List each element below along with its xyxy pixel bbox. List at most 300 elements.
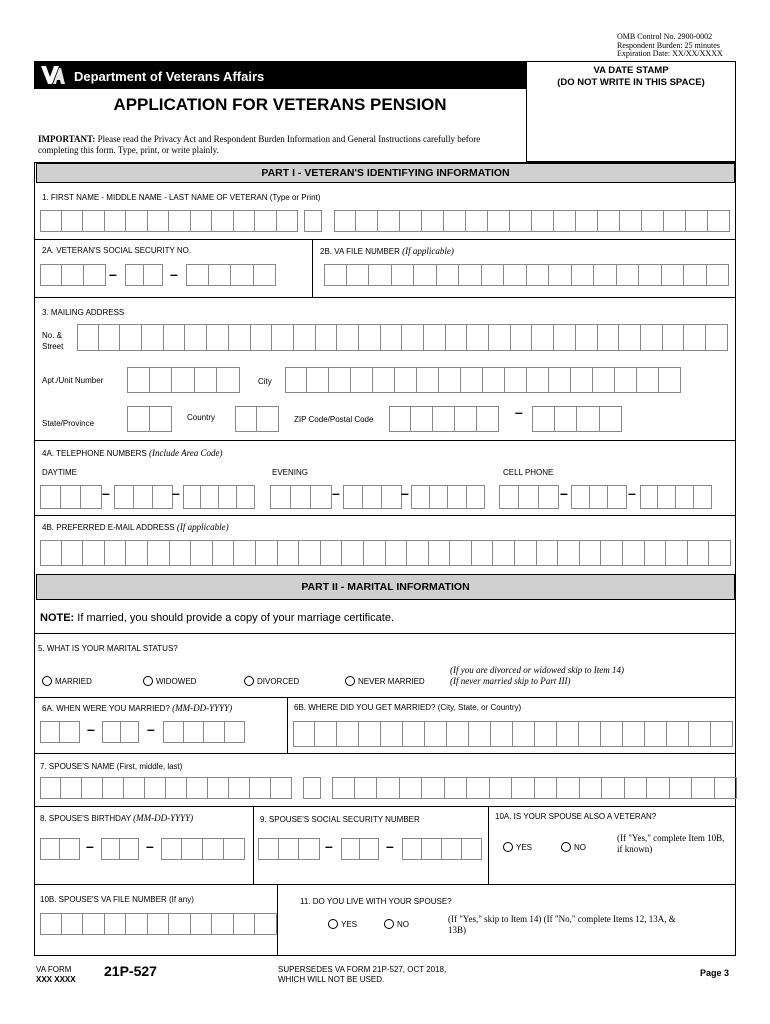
char-box[interactable] bbox=[321, 540, 343, 566]
char-box[interactable] bbox=[84, 264, 106, 286]
char-box[interactable] bbox=[381, 721, 403, 747]
char-box[interactable] bbox=[590, 485, 609, 509]
char-box[interactable] bbox=[455, 406, 477, 432]
char-box[interactable] bbox=[150, 367, 173, 393]
char-box[interactable] bbox=[250, 777, 271, 799]
char-box[interactable] bbox=[598, 324, 620, 351]
char-box[interactable] bbox=[234, 913, 256, 935]
char-box[interactable] bbox=[642, 210, 664, 232]
char-box[interactable] bbox=[203, 838, 224, 860]
first-name-field[interactable] bbox=[40, 210, 298, 232]
char-box[interactable] bbox=[169, 210, 191, 232]
char-box[interactable] bbox=[450, 540, 472, 566]
char-box[interactable] bbox=[658, 485, 676, 509]
char-box[interactable] bbox=[467, 777, 490, 799]
char-box[interactable] bbox=[467, 485, 486, 509]
char-box[interactable] bbox=[429, 540, 451, 566]
char-box[interactable] bbox=[617, 264, 640, 286]
char-box[interactable] bbox=[103, 777, 124, 799]
char-box[interactable] bbox=[341, 838, 360, 860]
radio-icon[interactable] bbox=[384, 919, 394, 929]
char-box[interactable] bbox=[359, 324, 381, 351]
char-box[interactable] bbox=[373, 367, 395, 393]
char-box[interactable] bbox=[392, 264, 415, 286]
char-box[interactable] bbox=[576, 210, 598, 232]
char-box[interactable] bbox=[191, 210, 213, 232]
char-box[interactable] bbox=[359, 721, 381, 747]
char-box[interactable] bbox=[148, 913, 170, 935]
char-box[interactable] bbox=[640, 485, 658, 509]
char-box[interactable] bbox=[601, 540, 623, 566]
char-box[interactable] bbox=[208, 777, 229, 799]
char-box[interactable] bbox=[549, 367, 571, 393]
char-box[interactable] bbox=[277, 210, 299, 232]
char-box[interactable] bbox=[615, 367, 637, 393]
middle-initial-field[interactable] bbox=[304, 210, 322, 232]
char-box[interactable] bbox=[60, 721, 80, 743]
char-box[interactable] bbox=[217, 367, 240, 393]
char-box[interactable] bbox=[505, 367, 527, 393]
char-box[interactable] bbox=[291, 485, 312, 509]
char-box[interactable] bbox=[62, 264, 84, 286]
char-box[interactable] bbox=[709, 540, 731, 566]
char-box[interactable] bbox=[40, 540, 62, 566]
char-box[interactable] bbox=[532, 210, 554, 232]
char-box[interactable] bbox=[293, 721, 315, 747]
spouse-birth-day-field[interactable] bbox=[101, 838, 139, 860]
char-box[interactable] bbox=[579, 721, 601, 747]
char-box[interactable] bbox=[237, 485, 255, 509]
char-box[interactable] bbox=[411, 485, 430, 509]
char-box[interactable] bbox=[619, 324, 641, 351]
char-box[interactable] bbox=[424, 324, 446, 351]
char-box[interactable] bbox=[600, 406, 623, 432]
char-box[interactable] bbox=[150, 406, 173, 432]
char-box[interactable] bbox=[105, 913, 127, 935]
char-box[interactable] bbox=[684, 264, 707, 286]
char-box[interactable] bbox=[493, 540, 515, 566]
live-with-spouse-yes-option[interactable] bbox=[328, 919, 357, 929]
char-box[interactable] bbox=[511, 324, 533, 351]
char-box[interactable] bbox=[527, 367, 549, 393]
char-box[interactable] bbox=[580, 777, 603, 799]
char-box[interactable] bbox=[40, 485, 61, 509]
marriage-month-field[interactable] bbox=[40, 721, 80, 743]
char-box[interactable] bbox=[462, 838, 482, 860]
char-box[interactable] bbox=[234, 540, 256, 566]
char-box[interactable] bbox=[430, 485, 449, 509]
char-box[interactable] bbox=[125, 264, 144, 286]
spouse-veteran-no-option[interactable] bbox=[561, 842, 586, 852]
char-box[interactable] bbox=[134, 485, 154, 509]
char-box[interactable] bbox=[402, 838, 422, 860]
char-box[interactable] bbox=[659, 367, 681, 393]
char-box[interactable] bbox=[490, 777, 513, 799]
char-box[interactable] bbox=[337, 721, 359, 747]
char-box[interactable] bbox=[257, 406, 279, 432]
char-box[interactable] bbox=[512, 777, 535, 799]
char-box[interactable] bbox=[689, 721, 711, 747]
char-box[interactable] bbox=[81, 485, 102, 509]
char-box[interactable] bbox=[369, 264, 392, 286]
char-box[interactable] bbox=[488, 210, 510, 232]
char-box[interactable] bbox=[483, 367, 505, 393]
char-box[interactable] bbox=[647, 777, 670, 799]
char-box[interactable] bbox=[83, 210, 105, 232]
char-box[interactable] bbox=[549, 264, 572, 286]
char-box[interactable] bbox=[40, 777, 61, 799]
char-box[interactable] bbox=[172, 367, 195, 393]
char-box[interactable] bbox=[212, 913, 234, 935]
char-box[interactable] bbox=[347, 264, 370, 286]
char-box[interactable] bbox=[82, 777, 103, 799]
char-box[interactable] bbox=[382, 485, 402, 509]
char-box[interactable] bbox=[213, 540, 235, 566]
char-box[interactable] bbox=[444, 210, 466, 232]
char-box[interactable] bbox=[163, 721, 184, 743]
char-box[interactable] bbox=[40, 838, 60, 860]
char-box[interactable] bbox=[256, 540, 278, 566]
char-box[interactable] bbox=[491, 721, 513, 747]
char-box[interactable] bbox=[535, 777, 558, 799]
char-box[interactable] bbox=[234, 210, 256, 232]
char-box[interactable] bbox=[61, 485, 82, 509]
char-box[interactable] bbox=[311, 485, 332, 509]
char-box[interactable] bbox=[126, 540, 148, 566]
radio-icon[interactable] bbox=[503, 842, 513, 852]
char-box[interactable] bbox=[209, 264, 232, 286]
last-name-field[interactable] bbox=[334, 210, 730, 232]
char-box[interactable] bbox=[229, 324, 251, 351]
char-box[interactable] bbox=[445, 777, 468, 799]
radio-icon[interactable] bbox=[244, 676, 254, 686]
char-box[interactable] bbox=[105, 210, 127, 232]
char-box[interactable] bbox=[170, 540, 192, 566]
spouse-last-name-field[interactable] bbox=[332, 777, 737, 799]
char-box[interactable] bbox=[148, 540, 170, 566]
spouse-va-file-number-field[interactable] bbox=[40, 913, 277, 935]
char-box[interactable] bbox=[329, 367, 351, 393]
char-box[interactable] bbox=[715, 777, 738, 799]
marriage-day-field[interactable] bbox=[102, 721, 139, 743]
char-box[interactable] bbox=[557, 777, 580, 799]
char-box[interactable] bbox=[332, 777, 355, 799]
char-box[interactable] bbox=[351, 367, 373, 393]
char-box[interactable] bbox=[126, 913, 148, 935]
char-box[interactable] bbox=[402, 324, 424, 351]
char-box[interactable] bbox=[145, 777, 166, 799]
char-box[interactable] bbox=[539, 485, 559, 509]
char-box[interactable] bbox=[377, 777, 400, 799]
char-box[interactable] bbox=[711, 721, 733, 747]
char-box[interactable] bbox=[191, 913, 213, 935]
char-box[interactable] bbox=[407, 540, 429, 566]
char-box[interactable] bbox=[448, 485, 467, 509]
char-box[interactable] bbox=[142, 324, 164, 351]
spouse-ssn-part3-field[interactable] bbox=[402, 838, 482, 860]
char-box[interactable] bbox=[623, 540, 645, 566]
char-box[interactable] bbox=[403, 721, 425, 747]
char-box[interactable] bbox=[185, 324, 207, 351]
char-box[interactable] bbox=[417, 367, 439, 393]
char-box[interactable] bbox=[389, 406, 411, 432]
char-box[interactable] bbox=[472, 540, 494, 566]
char-box[interactable] bbox=[169, 913, 191, 935]
char-box[interactable] bbox=[395, 367, 417, 393]
evening-line-field[interactable] bbox=[411, 485, 485, 509]
spouse-birth-month-field[interactable] bbox=[40, 838, 80, 860]
char-box[interactable] bbox=[477, 406, 499, 432]
char-box[interactable] bbox=[231, 264, 254, 286]
char-box[interactable] bbox=[645, 721, 667, 747]
char-box[interactable] bbox=[571, 485, 590, 509]
char-box[interactable] bbox=[510, 210, 532, 232]
char-box[interactable] bbox=[422, 210, 444, 232]
char-box[interactable] bbox=[258, 838, 279, 860]
char-box[interactable] bbox=[554, 324, 576, 351]
char-box[interactable] bbox=[663, 324, 685, 351]
char-box[interactable] bbox=[191, 540, 213, 566]
char-box[interactable] bbox=[324, 264, 347, 286]
char-box[interactable] bbox=[386, 540, 408, 566]
char-box[interactable] bbox=[467, 324, 489, 351]
char-box[interactable] bbox=[623, 721, 645, 747]
char-box[interactable] bbox=[442, 838, 462, 860]
char-box[interactable] bbox=[706, 324, 728, 351]
va-file-number-field[interactable] bbox=[324, 264, 729, 286]
char-box[interactable] bbox=[299, 838, 320, 860]
char-box[interactable] bbox=[307, 367, 329, 393]
char-box[interactable] bbox=[101, 838, 120, 860]
char-box[interactable] bbox=[469, 721, 491, 747]
char-box[interactable] bbox=[662, 264, 685, 286]
char-box[interactable] bbox=[153, 485, 173, 509]
char-box[interactable] bbox=[186, 264, 209, 286]
char-box[interactable] bbox=[594, 264, 617, 286]
char-box[interactable] bbox=[299, 540, 321, 566]
char-box[interactable] bbox=[439, 367, 461, 393]
char-box[interactable] bbox=[513, 721, 535, 747]
char-box[interactable] bbox=[422, 838, 442, 860]
char-box[interactable] bbox=[285, 367, 307, 393]
zip-extension-field[interactable] bbox=[532, 406, 622, 432]
char-box[interactable] bbox=[532, 324, 554, 351]
char-box[interactable] bbox=[504, 264, 527, 286]
zip-code-field[interactable] bbox=[389, 406, 499, 432]
char-box[interactable] bbox=[355, 777, 378, 799]
char-box[interactable] bbox=[688, 540, 710, 566]
country-field[interactable] bbox=[235, 406, 279, 432]
char-box[interactable] bbox=[342, 540, 364, 566]
char-box[interactable] bbox=[519, 485, 539, 509]
char-box[interactable] bbox=[316, 324, 338, 351]
radio-icon[interactable] bbox=[328, 919, 338, 929]
char-box[interactable] bbox=[684, 324, 706, 351]
char-box[interactable] bbox=[127, 406, 150, 432]
char-box[interactable] bbox=[279, 838, 300, 860]
radio-icon[interactable] bbox=[143, 676, 153, 686]
apt-number-field[interactable] bbox=[127, 367, 240, 393]
char-box[interactable] bbox=[422, 777, 445, 799]
char-box[interactable] bbox=[676, 485, 694, 509]
cell-area-code-field[interactable] bbox=[499, 485, 559, 509]
char-box[interactable] bbox=[62, 540, 84, 566]
char-box[interactable] bbox=[537, 540, 559, 566]
char-box[interactable] bbox=[580, 540, 602, 566]
char-box[interactable] bbox=[363, 485, 383, 509]
char-box[interactable] bbox=[255, 210, 277, 232]
spouse-ssn-part2-field[interactable] bbox=[341, 838, 379, 860]
radio-icon[interactable] bbox=[345, 676, 355, 686]
status-married-option[interactable] bbox=[42, 676, 92, 686]
char-box[interactable] bbox=[83, 913, 105, 935]
daytime-line-field[interactable] bbox=[183, 485, 255, 509]
char-box[interactable] bbox=[400, 777, 423, 799]
char-box[interactable] bbox=[272, 324, 294, 351]
daytime-prefix-field[interactable] bbox=[114, 485, 173, 509]
status-never-married-option[interactable] bbox=[345, 676, 425, 686]
char-box[interactable] bbox=[667, 721, 689, 747]
char-box[interactable] bbox=[601, 721, 623, 747]
char-box[interactable] bbox=[447, 721, 469, 747]
char-box[interactable] bbox=[466, 210, 488, 232]
char-box[interactable] bbox=[204, 721, 225, 743]
char-box[interactable] bbox=[62, 210, 84, 232]
char-box[interactable] bbox=[166, 777, 187, 799]
char-box[interactable] bbox=[195, 367, 218, 393]
char-box[interactable] bbox=[105, 540, 127, 566]
char-box[interactable] bbox=[593, 367, 615, 393]
char-box[interactable] bbox=[164, 324, 186, 351]
char-box[interactable] bbox=[334, 210, 356, 232]
char-box[interactable] bbox=[278, 540, 300, 566]
char-box[interactable] bbox=[219, 485, 237, 509]
char-box[interactable] bbox=[270, 485, 291, 509]
char-box[interactable] bbox=[182, 838, 203, 860]
char-box[interactable] bbox=[148, 210, 170, 232]
char-box[interactable] bbox=[127, 367, 150, 393]
char-box[interactable] bbox=[572, 264, 595, 286]
char-box[interactable] bbox=[645, 540, 667, 566]
char-box[interactable] bbox=[598, 210, 620, 232]
char-box[interactable] bbox=[126, 210, 148, 232]
char-box[interactable] bbox=[77, 324, 99, 351]
char-box[interactable] bbox=[40, 210, 62, 232]
char-box[interactable] bbox=[625, 777, 648, 799]
char-box[interactable] bbox=[446, 324, 468, 351]
char-box[interactable] bbox=[666, 540, 688, 566]
char-box[interactable] bbox=[664, 210, 686, 232]
char-box[interactable] bbox=[527, 264, 550, 286]
char-box[interactable] bbox=[425, 721, 447, 747]
char-box[interactable] bbox=[343, 485, 363, 509]
char-box[interactable] bbox=[707, 264, 730, 286]
city-field[interactable] bbox=[285, 367, 681, 393]
char-box[interactable] bbox=[557, 721, 579, 747]
char-box[interactable] bbox=[608, 485, 627, 509]
char-box[interactable] bbox=[121, 721, 140, 743]
char-box[interactable] bbox=[461, 367, 483, 393]
char-box[interactable] bbox=[515, 540, 537, 566]
char-box[interactable] bbox=[576, 324, 598, 351]
char-box[interactable] bbox=[337, 324, 359, 351]
char-box[interactable] bbox=[555, 406, 578, 432]
live-with-spouse-no-option[interactable] bbox=[384, 919, 409, 929]
ssn-part1-field[interactable] bbox=[40, 264, 106, 286]
char-box[interactable] bbox=[532, 406, 555, 432]
char-box[interactable] bbox=[120, 324, 142, 351]
spouse-middle-initial-field[interactable] bbox=[303, 777, 321, 799]
email-field[interactable] bbox=[40, 540, 731, 566]
char-box[interactable] bbox=[161, 838, 182, 860]
char-box[interactable] bbox=[381, 324, 403, 351]
char-box[interactable] bbox=[183, 485, 201, 509]
char-box[interactable] bbox=[637, 367, 659, 393]
char-box[interactable] bbox=[400, 210, 422, 232]
char-box[interactable] bbox=[489, 324, 511, 351]
char-box[interactable] bbox=[212, 210, 234, 232]
char-box[interactable] bbox=[356, 210, 378, 232]
char-box[interactable] bbox=[670, 777, 693, 799]
ssn-part2-field[interactable] bbox=[125, 264, 163, 286]
char-box[interactable] bbox=[251, 324, 273, 351]
status-divorced-option[interactable] bbox=[244, 676, 299, 686]
char-box[interactable] bbox=[255, 913, 277, 935]
char-box[interactable] bbox=[437, 264, 460, 286]
char-box[interactable] bbox=[254, 264, 277, 286]
char-box[interactable] bbox=[294, 324, 316, 351]
street-field[interactable] bbox=[77, 324, 728, 351]
char-box[interactable] bbox=[602, 777, 625, 799]
char-box[interactable] bbox=[40, 721, 60, 743]
char-box[interactable] bbox=[639, 264, 662, 286]
char-box[interactable] bbox=[535, 721, 557, 747]
char-box[interactable] bbox=[83, 540, 105, 566]
char-box[interactable] bbox=[40, 913, 62, 935]
char-box[interactable] bbox=[558, 540, 580, 566]
evening-area-code-field[interactable] bbox=[270, 485, 332, 509]
char-box[interactable] bbox=[184, 721, 205, 743]
char-box[interactable] bbox=[271, 777, 292, 799]
char-box[interactable] bbox=[686, 210, 708, 232]
char-box[interactable] bbox=[61, 777, 82, 799]
state-field[interactable] bbox=[127, 406, 172, 432]
char-box[interactable] bbox=[378, 210, 400, 232]
char-box[interactable] bbox=[482, 264, 505, 286]
char-box[interactable] bbox=[304, 210, 322, 232]
char-box[interactable] bbox=[708, 210, 730, 232]
char-box[interactable] bbox=[235, 406, 257, 432]
marriage-year-field[interactable] bbox=[163, 721, 245, 743]
char-box[interactable] bbox=[187, 777, 208, 799]
char-box[interactable] bbox=[411, 406, 433, 432]
ssn-part3-field[interactable] bbox=[186, 264, 276, 286]
char-box[interactable] bbox=[303, 777, 321, 799]
marriage-place-field[interactable] bbox=[293, 721, 733, 747]
evening-prefix-field[interactable] bbox=[343, 485, 402, 509]
char-box[interactable] bbox=[692, 777, 715, 799]
radio-icon[interactable] bbox=[42, 676, 52, 686]
char-box[interactable] bbox=[641, 324, 663, 351]
char-box[interactable] bbox=[40, 264, 62, 286]
cell-prefix-field[interactable] bbox=[571, 485, 627, 509]
spouse-ssn-part1-field[interactable] bbox=[258, 838, 320, 860]
char-box[interactable] bbox=[229, 777, 250, 799]
char-box[interactable] bbox=[224, 838, 245, 860]
char-box[interactable] bbox=[620, 210, 642, 232]
char-box[interactable] bbox=[60, 838, 80, 860]
char-box[interactable] bbox=[201, 485, 219, 509]
